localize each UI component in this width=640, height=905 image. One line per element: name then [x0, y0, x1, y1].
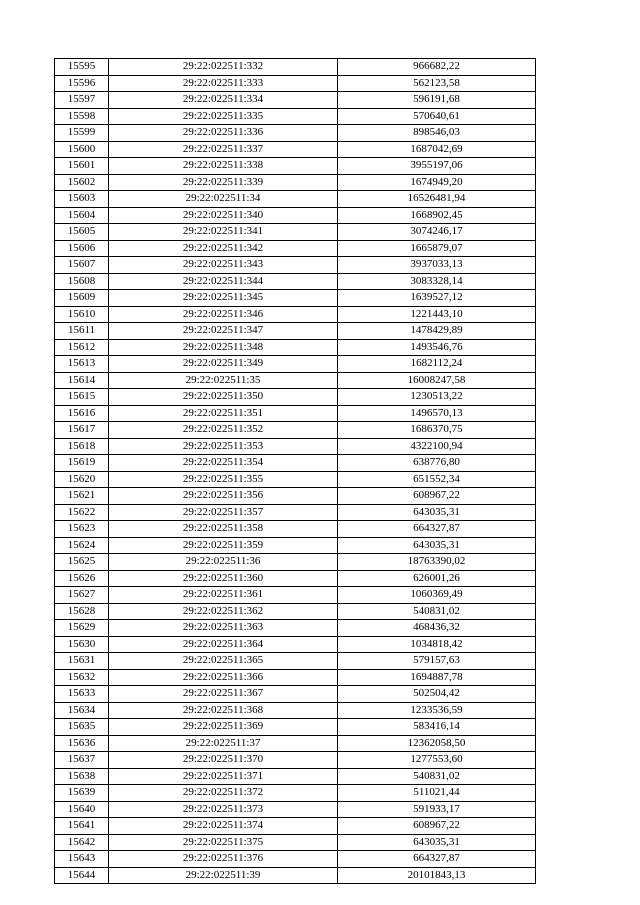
row-number-cell: 15635 [55, 719, 109, 736]
table-row [55, 801, 536, 818]
cadastral-number-cell: 29:22:022511:336 [109, 125, 338, 142]
row-number-cell: 15623 [55, 521, 109, 538]
value-cell: 1687042,69 [338, 141, 536, 158]
cadastral-number-cell: 29:22:022511:343 [109, 257, 338, 274]
row-number-cell: 15617 [55, 422, 109, 439]
cadastral-number-cell: 29:22:022511:360 [109, 570, 338, 587]
row-number-cell: 15616 [55, 405, 109, 422]
cadastral-number-cell: 29:22:022511:356 [109, 488, 338, 505]
table-row [55, 834, 536, 851]
table-row [55, 752, 536, 769]
value-cell: 626001,26 [338, 570, 536, 587]
row-number-cell: 15615 [55, 389, 109, 406]
table-row [55, 75, 536, 92]
cadastral-number-cell: 29:22:022511:339 [109, 174, 338, 191]
row-number-cell: 15598 [55, 108, 109, 125]
row-number-cell: 15613 [55, 356, 109, 373]
cadastral-number-cell: 29:22:022511:344 [109, 273, 338, 290]
value-cell: 1694887,78 [338, 669, 536, 686]
value-cell: 1060369,49 [338, 587, 536, 604]
row-number-cell: 15595 [55, 59, 109, 76]
value-cell: 1493546,76 [338, 339, 536, 356]
value-cell: 511021,44 [338, 785, 536, 802]
value-cell: 1230513,22 [338, 389, 536, 406]
table-row [55, 372, 536, 389]
cadastral-value-table [54, 58, 536, 884]
cadastral-number-cell: 29:22:022511:353 [109, 438, 338, 455]
table-body [55, 59, 536, 884]
cadastral-number-cell: 29:22:022511:364 [109, 636, 338, 653]
row-number-cell: 15614 [55, 372, 109, 389]
value-cell: 570640,61 [338, 108, 536, 125]
table-row [55, 702, 536, 719]
row-number-cell: 15603 [55, 191, 109, 208]
cadastral-number-cell: 29:22:022511:351 [109, 405, 338, 422]
cadastral-number-cell: 29:22:022511:375 [109, 834, 338, 851]
row-number-cell: 15627 [55, 587, 109, 604]
value-cell: 1639527,12 [338, 290, 536, 307]
row-number-cell: 15644 [55, 867, 109, 884]
cadastral-number-cell: 29:22:022511:332 [109, 59, 338, 76]
table-row [55, 59, 536, 76]
table-row [55, 669, 536, 686]
table-row [55, 719, 536, 736]
table-row [55, 257, 536, 274]
row-number-cell: 15600 [55, 141, 109, 158]
value-cell: 638776,80 [338, 455, 536, 472]
table-row [55, 438, 536, 455]
row-number-cell: 15604 [55, 207, 109, 224]
table-row [55, 653, 536, 670]
value-cell: 1665879,07 [338, 240, 536, 257]
table-row [55, 686, 536, 703]
value-cell: 562123,58 [338, 75, 536, 92]
row-number-cell: 15618 [55, 438, 109, 455]
cadastral-number-cell: 29:22:022511:341 [109, 224, 338, 241]
row-number-cell: 15608 [55, 273, 109, 290]
cadastral-number-cell: 29:22:022511:335 [109, 108, 338, 125]
value-cell: 1668902,45 [338, 207, 536, 224]
cadastral-number-cell: 29:22:022511:37 [109, 735, 338, 752]
row-number-cell: 15619 [55, 455, 109, 472]
row-number-cell: 15640 [55, 801, 109, 818]
table-row [55, 174, 536, 191]
value-cell: 596191,68 [338, 92, 536, 109]
cadastral-number-cell: 29:22:022511:361 [109, 587, 338, 604]
row-number-cell: 15599 [55, 125, 109, 142]
table-row [55, 92, 536, 109]
table-row [55, 554, 536, 571]
table-row [55, 867, 536, 884]
cadastral-number-cell: 29:22:022511:39 [109, 867, 338, 884]
row-number-cell: 15633 [55, 686, 109, 703]
table-row [55, 851, 536, 868]
value-cell: 16526481,94 [338, 191, 536, 208]
value-cell: 12362058,50 [338, 735, 536, 752]
value-cell: 1221443,10 [338, 306, 536, 323]
value-cell: 898546,03 [338, 125, 536, 142]
table-row [55, 587, 536, 604]
table-row [55, 405, 536, 422]
cadastral-number-cell: 29:22:022511:376 [109, 851, 338, 868]
cadastral-number-cell: 29:22:022511:337 [109, 141, 338, 158]
cadastral-number-cell: 29:22:022511:349 [109, 356, 338, 373]
row-number-cell: 15632 [55, 669, 109, 686]
value-cell: 608967,22 [338, 488, 536, 505]
cadastral-number-cell: 29:22:022511:340 [109, 207, 338, 224]
cadastral-number-cell: 29:22:022511:345 [109, 290, 338, 307]
row-number-cell: 15643 [55, 851, 109, 868]
row-number-cell: 15629 [55, 620, 109, 637]
row-number-cell: 15621 [55, 488, 109, 505]
table-row [55, 768, 536, 785]
value-cell: 540831,02 [338, 603, 536, 620]
row-number-cell: 15607 [55, 257, 109, 274]
cadastral-number-cell: 29:22:022511:367 [109, 686, 338, 703]
value-cell: 966682,22 [338, 59, 536, 76]
value-cell: 1496570,13 [338, 405, 536, 422]
table-row [55, 818, 536, 835]
cadastral-number-cell: 29:22:022511:36 [109, 554, 338, 571]
cadastral-number-cell: 29:22:022511:34 [109, 191, 338, 208]
table-row [55, 240, 536, 257]
table-row [55, 323, 536, 340]
value-cell: 579157,63 [338, 653, 536, 670]
row-number-cell: 15606 [55, 240, 109, 257]
value-cell: 643035,31 [338, 504, 536, 521]
value-cell: 3955197,06 [338, 158, 536, 175]
value-cell: 18763390,02 [338, 554, 536, 571]
value-cell: 651552,34 [338, 471, 536, 488]
cadastral-number-cell: 29:22:022511:368 [109, 702, 338, 719]
row-number-cell: 15626 [55, 570, 109, 587]
cadastral-number-cell: 29:22:022511:333 [109, 75, 338, 92]
table-row [55, 521, 536, 538]
row-number-cell: 15602 [55, 174, 109, 191]
cadastral-number-cell: 29:22:022511:359 [109, 537, 338, 554]
table-row [55, 570, 536, 587]
value-cell: 1277553,60 [338, 752, 536, 769]
cadastral-number-cell: 29:22:022511:357 [109, 504, 338, 521]
value-cell: 1686370,75 [338, 422, 536, 439]
value-cell: 1478429,89 [338, 323, 536, 340]
row-number-cell: 15641 [55, 818, 109, 835]
table-row [55, 290, 536, 307]
value-cell: 468436,32 [338, 620, 536, 637]
table-row [55, 735, 536, 752]
table-row [55, 207, 536, 224]
row-number-cell: 15605 [55, 224, 109, 241]
value-cell: 1233536,59 [338, 702, 536, 719]
row-number-cell: 15636 [55, 735, 109, 752]
cadastral-number-cell: 29:22:022511:369 [109, 719, 338, 736]
row-number-cell: 15628 [55, 603, 109, 620]
table-row [55, 273, 536, 290]
table-row [55, 603, 536, 620]
value-cell: 20101843,13 [338, 867, 536, 884]
cadastral-number-cell: 29:22:022511:370 [109, 752, 338, 769]
table-row [55, 455, 536, 472]
table-row [55, 108, 536, 125]
table-row [55, 389, 536, 406]
value-cell: 608967,22 [338, 818, 536, 835]
cadastral-number-cell: 29:22:022511:372 [109, 785, 338, 802]
table-row [55, 224, 536, 241]
value-cell: 502504,42 [338, 686, 536, 703]
value-cell: 3083328,14 [338, 273, 536, 290]
value-cell: 1034818,42 [338, 636, 536, 653]
table-row [55, 504, 536, 521]
value-cell: 664327,87 [338, 521, 536, 538]
table-row [55, 191, 536, 208]
row-number-cell: 15630 [55, 636, 109, 653]
cadastral-number-cell: 29:22:022511:348 [109, 339, 338, 356]
cadastral-number-cell: 29:22:022511:374 [109, 818, 338, 835]
value-cell: 16008247,58 [338, 372, 536, 389]
row-number-cell: 15638 [55, 768, 109, 785]
value-cell: 3937033,13 [338, 257, 536, 274]
value-cell: 1682112,24 [338, 356, 536, 373]
row-number-cell: 15624 [55, 537, 109, 554]
value-cell: 664327,87 [338, 851, 536, 868]
table-row [55, 537, 536, 554]
table-row [55, 356, 536, 373]
row-number-cell: 15609 [55, 290, 109, 307]
cadastral-number-cell: 29:22:022511:363 [109, 620, 338, 637]
cadastral-number-cell: 29:22:022511:355 [109, 471, 338, 488]
row-number-cell: 15625 [55, 554, 109, 571]
table-row [55, 422, 536, 439]
cadastral-number-cell: 29:22:022511:346 [109, 306, 338, 323]
cadastral-number-cell: 29:22:022511:362 [109, 603, 338, 620]
cadastral-number-cell: 29:22:022511:334 [109, 92, 338, 109]
cadastral-number-cell: 29:22:022511:371 [109, 768, 338, 785]
value-cell: 591933,17 [338, 801, 536, 818]
row-number-cell: 15622 [55, 504, 109, 521]
row-number-cell: 15639 [55, 785, 109, 802]
table-row [55, 125, 536, 142]
cadastral-number-cell: 29:22:022511:347 [109, 323, 338, 340]
row-number-cell: 15597 [55, 92, 109, 109]
cadastral-number-cell: 29:22:022511:373 [109, 801, 338, 818]
cadastral-number-cell: 29:22:022511:338 [109, 158, 338, 175]
table-row [55, 471, 536, 488]
table-row [55, 636, 536, 653]
row-number-cell: 15611 [55, 323, 109, 340]
value-cell: 4322100,94 [338, 438, 536, 455]
table-row [55, 339, 536, 356]
cadastral-number-cell: 29:22:022511:358 [109, 521, 338, 538]
cadastral-number-cell: 29:22:022511:350 [109, 389, 338, 406]
row-number-cell: 15631 [55, 653, 109, 670]
table-row [55, 306, 536, 323]
table-row [55, 141, 536, 158]
row-number-cell: 15620 [55, 471, 109, 488]
cadastral-number-cell: 29:22:022511:342 [109, 240, 338, 257]
row-number-cell: 15642 [55, 834, 109, 851]
row-number-cell: 15601 [55, 158, 109, 175]
cadastral-number-cell: 29:22:022511:352 [109, 422, 338, 439]
value-cell: 643035,31 [338, 834, 536, 851]
row-number-cell: 15612 [55, 339, 109, 356]
value-cell: 643035,31 [338, 537, 536, 554]
value-cell: 583416,14 [338, 719, 536, 736]
table-row [55, 158, 536, 175]
row-number-cell: 15637 [55, 752, 109, 769]
row-number-cell: 15610 [55, 306, 109, 323]
row-number-cell: 15634 [55, 702, 109, 719]
cadastral-number-cell: 29:22:022511:366 [109, 669, 338, 686]
value-cell: 1674949,20 [338, 174, 536, 191]
value-cell: 540831,02 [338, 768, 536, 785]
cadastral-number-cell: 29:22:022511:354 [109, 455, 338, 472]
value-cell: 3074246,17 [338, 224, 536, 241]
cadastral-number-cell: 29:22:022511:35 [109, 372, 338, 389]
table-row [55, 785, 536, 802]
row-number-cell: 15596 [55, 75, 109, 92]
table-row [55, 488, 536, 505]
cadastral-number-cell: 29:22:022511:365 [109, 653, 338, 670]
table-row [55, 620, 536, 637]
